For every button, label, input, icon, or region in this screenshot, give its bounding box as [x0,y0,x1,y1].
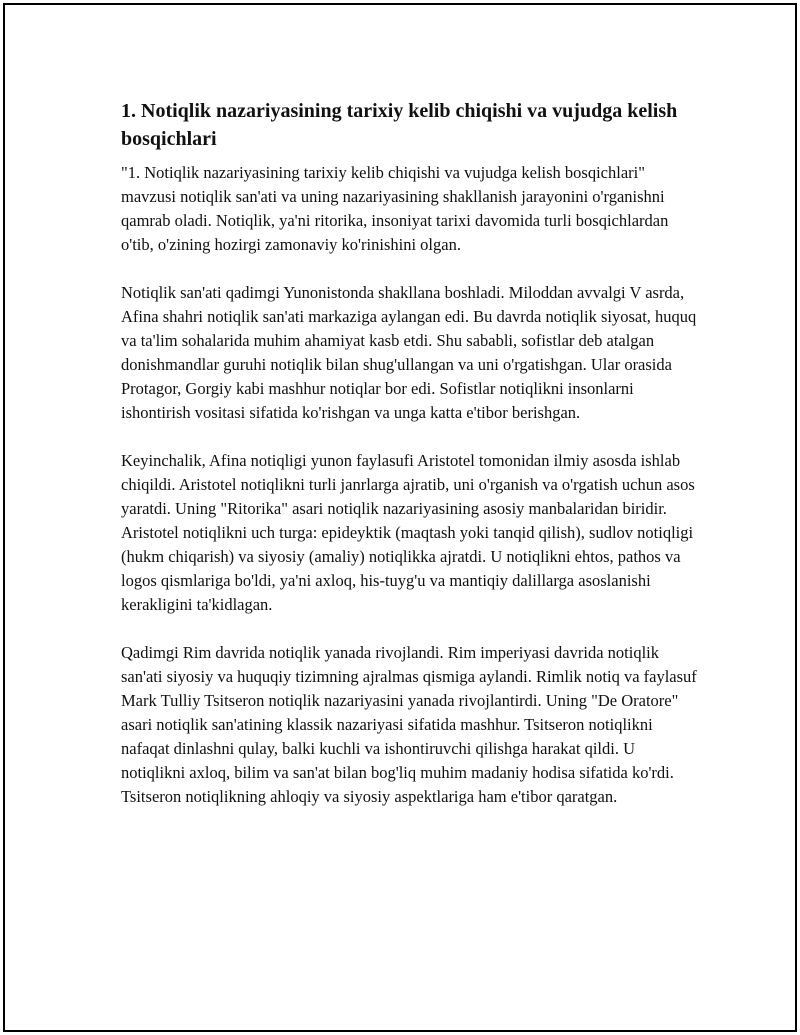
paragraph-aristotle: Keyinchalik, Afina notiqligi yunon faylasufi Aristotel tomonidan ilmiy asosda ishlab chiqildi. Aristotel notiqlikni turli janrlarga ajratib, uni o'rganish va o'rgatish uchun asos yaratdi. Uning "Ritorika" asari notiqlik nazariyasining asosiy manbalaridan biridir. Aristotel notiqlikni uch turga: epideyktik (maqtash yoki tanqid qilish), sudlov notiqligi (hukm chiqarish) va siyosiy (amaliy) notiqlikka ajratdi. U notiqlikni ehtos, pathos va logos qismlariga bo'ldi, ya'ni axloq, his-tuyg'u va mantiqiy dalillarga asoslanishi kerakligini ta'kidlagan. [121,451,695,614]
page-frame [3,3,797,1032]
paragraph-rome: Qadimgi Rim davrida notiqlik yanada rivojlandi. Rim imperiyasi davrida notiqlik san'ati siyosiy va huquqiy tizimning ajralmas qismiga aylandi. Rimlik notiq va faylasuf Mark Tulliy Tsitseron notiqlik nazariyasini yanada rivojlantirdi. Uning "De Oratore" asari notiqlik san'atining klassik nazariyasi sifatida mashhur. Tsitseron notiqlikni nafaqat dinlashni qulay, balki kuchli va ishontiruvchi qilishga harakat qildi. U notiqlikni axloq, bilim va san'at bilan bog'liq muhim madaniy hodisa sifatida ko'rdi. Tsitseron notiqlikning ahloqiy va siyosiy aspektlariga ham e'tibor qaratgan. [121,643,697,806]
document-body [121,97,701,833]
paragraph-intro: "1. Notiqlik nazariyasining tarixiy kelib chiqishi va vujudga kelish bosqichlari" mavzusi notiqlik san'ati va uning nazariyasining shakllanish jarayonini o'rganishni qamrab oladi. Notiqlik, ya'ni ritorika, insoniyat tarixi davomida turli bosqichlardan o'tib, o'zining hozirgi zamonaviy ko'rinishini olgan. [121,163,669,254]
paragraph-greece: Notiqlik san'ati qadimgi Yunonistonda shakllana boshladi. Miloddan avvalgi V asrda, Afina shahri notiqlik san'ati markaziga aylangan edi. Bu davrda notiqlik siyosat, huquq va ta'lim sohalarida muhim ahamiyat kasb etdi. Shu sababli, sofistlar deb atalgan donishmandlar guruhi notiqlik bilan shug'ullangan va uni o'rgatishgan. Ular orasida Protagor, Gorgiy kabi mashhur notiqlar bor edi. Sofistlar notiqlikni insonlarni ishontirish vositasi sifatida ko'rishgan va unga katta e'tibor berishgan. [121,283,697,422]
document-title: 1. Notiqlik nazariyasining tarixiy kelib chiqishi va vujudga kelish bosqichlari [121,100,678,150]
